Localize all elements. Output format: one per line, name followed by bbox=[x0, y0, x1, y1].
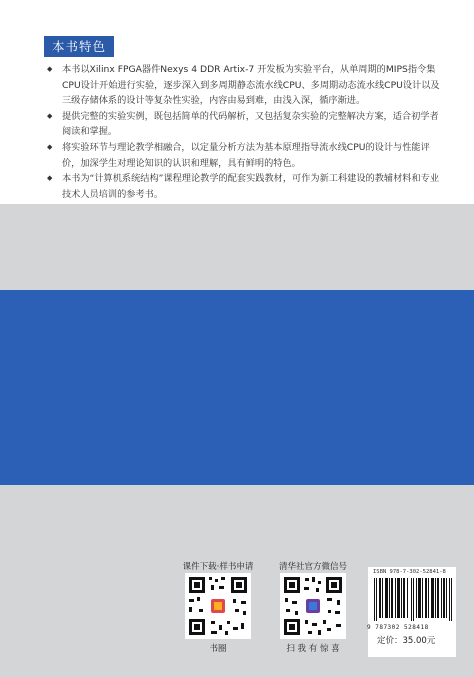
feature-text: 提供完整的实验实例，既包括简单的代码解析，又包括复杂实验的完整解决方案，适合初学者阅读和掌握。 bbox=[62, 110, 439, 138]
bullet-icon: ◆ bbox=[47, 65, 53, 73]
feature-item bbox=[44, 62, 446, 109]
feature-item bbox=[44, 109, 446, 140]
blue-band bbox=[0, 290, 474, 485]
qr-right-bottom-label: 扫 我 有 惊 喜 bbox=[286, 644, 340, 654]
feature-list bbox=[44, 62, 446, 202]
barcode-image bbox=[374, 578, 452, 621]
white-top-panel bbox=[0, 0, 474, 204]
price-label: 定价：35.00元 bbox=[377, 636, 436, 646]
section-title-badge: 本书特色 bbox=[44, 36, 114, 57]
feature-text: 本书以Xilinx FPGA器件Nexys 4 DDR Artix-7 开发板为实验平台，从单周期的MIPS指令集CPU设计开始进行实验，逐步深入到多周期静态流水线CPU、多周期动态流水线CPU设计以及三级存储体系的设计等复杂性实验，内容由易到难，由浅入深，循序渐进。 bbox=[62, 64, 440, 107]
feature-item bbox=[44, 171, 446, 202]
bullet-icon: ◆ bbox=[47, 111, 53, 120]
barcode-digits: 9 787302 528418 bbox=[367, 624, 429, 631]
isbn-text: ISBN 978-7-302-52841-8 bbox=[373, 569, 446, 575]
bullet-icon: ◆ bbox=[47, 174, 53, 183]
feature-item bbox=[44, 140, 446, 171]
qr-left-bottom-label: 书圈 bbox=[209, 644, 227, 654]
qr-left-top-label: 课件下载·样书申请 bbox=[182, 562, 254, 572]
bullet-icon: ◆ bbox=[47, 142, 53, 151]
feature-text: 将实验环节与理论教学相融合，以定量分析方法为基本原理指导流水线CPU的设计与性能评价，加深学生对理论知识的认识和理解，具有鲜明的特色。 bbox=[62, 141, 430, 169]
feature-text: 本书为“计算机系统结构”课程理论教学的配套实践教材，可作为新工科建设的教辅材料和专业技术人员培训的参考书。 bbox=[62, 173, 440, 200]
qr-right-top-label: 清华社官方微信号 bbox=[278, 562, 347, 572]
qr-code-left bbox=[185, 573, 251, 639]
qr-code-right bbox=[280, 573, 346, 639]
